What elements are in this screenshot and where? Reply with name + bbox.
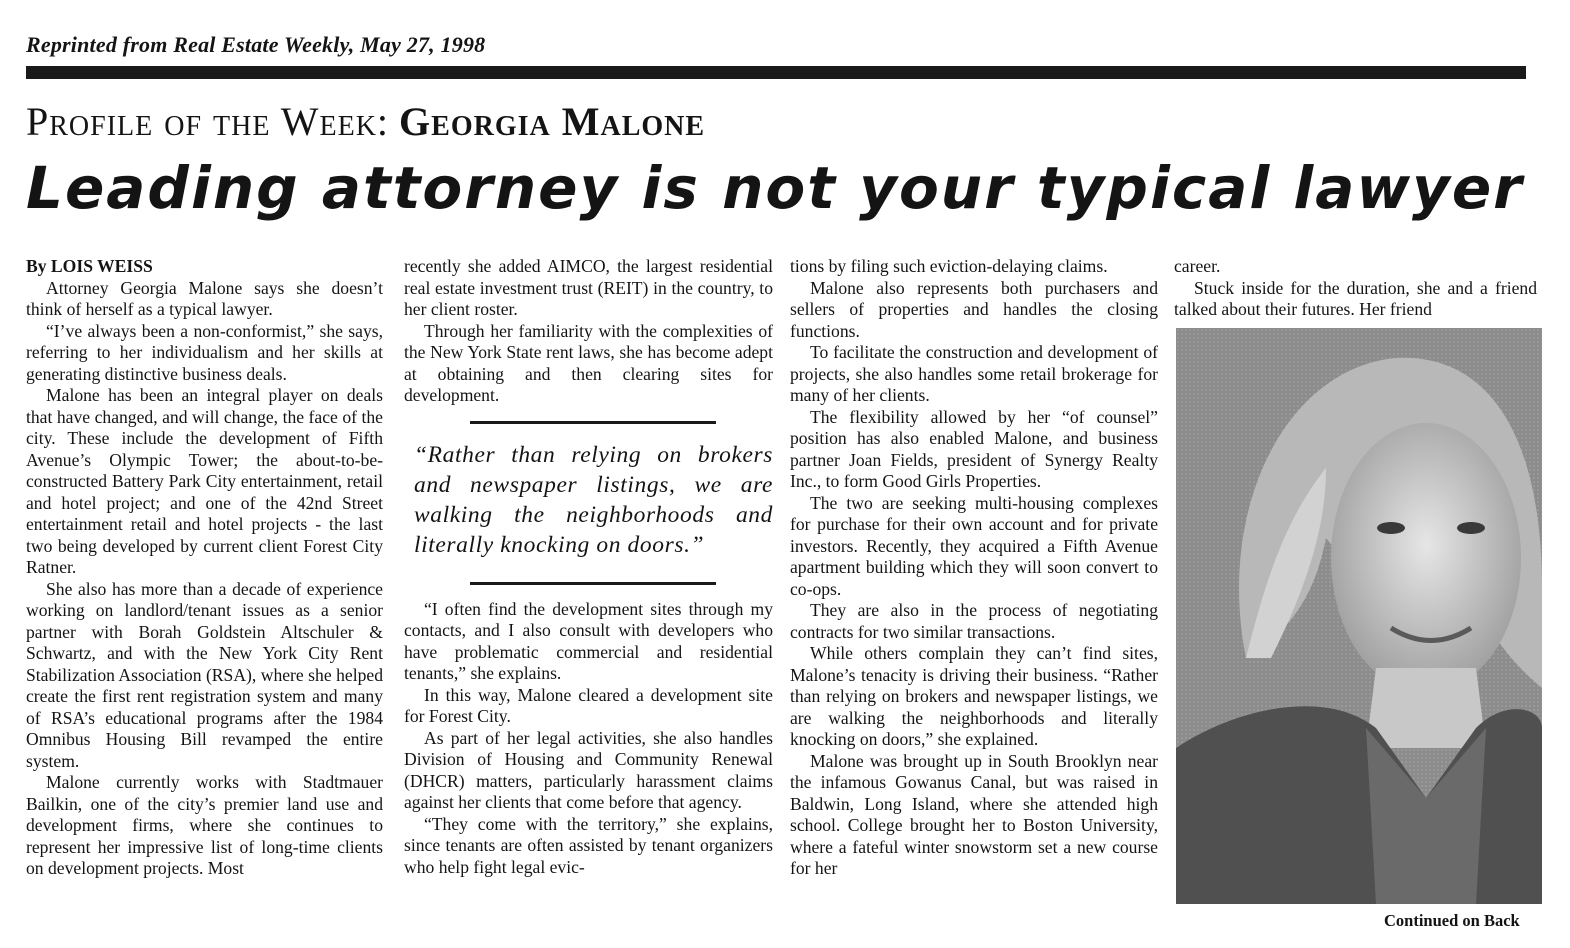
profile-kicker	[26, 98, 705, 146]
paragraph: To facilitate the construction and development of projects, she also handles some retail brokerage for many of her clients.	[790, 342, 1158, 405]
pull-quote: “Rather than relying on brokers and newspaper listings, we are walking the neighborhoods and literally knocking on doors.”	[414, 441, 773, 558]
kicker-name: Georgia Malone	[399, 99, 706, 144]
paragraph: Stuck inside for the duration, she and a friend talked about their futures. Her friend	[1174, 277, 1537, 319]
portrait-photo	[1176, 328, 1542, 904]
paragraph: While others complain they can’t find sites, Malone’s tenacity is driving their business. “Rather than relying on brokers and newspaper listings, we are walking the neighborhoods and literally knocking on doors,” she explained.	[790, 643, 1158, 749]
headline: Leading attorney is not your typical lawyer	[26, 154, 1524, 222]
paragraph: “I often find the development sites through my contacts, and I also consult with developers who have problematic commercial and residential tenants,” she explains.	[404, 598, 773, 683]
continued-on-back: Continued on Back	[1384, 911, 1520, 930]
paragraph: The flexibility allowed by her “of counsel” position has also enabled Malone, and business partner Joan Fields, president of Synergy Realty Inc., to form Good Girls Properties.	[790, 406, 1158, 491]
reprint-line: Reprinted from Real Estate Weekly, May 27, 1998	[26, 32, 486, 57]
article-column-4	[1174, 256, 1537, 326]
paragraph: As part of her legal activities, she also handles Division of Housing and Community Renewal (DHCR) matters, particularly harassment claims against her clients that come before that agency.	[404, 727, 773, 812]
header-rule	[26, 66, 1526, 79]
article-column-2	[404, 256, 773, 946]
paragraph: In this way, Malone cleared a development site for Forest City.	[404, 684, 773, 726]
paragraph: Malone also represents both purchasers and sellers of properties and handles the closing functions.	[790, 277, 1158, 341]
paragraph: tions by filing such eviction-delaying claims.	[790, 256, 1108, 276]
paragraph: “I’ve always been a non-conformist,” she says, referring to her individualism and her skills at generating distinctive business deals.	[26, 320, 383, 384]
pull-quote-rule-top	[470, 421, 716, 424]
paragraph: career.	[1174, 256, 1221, 276]
article-column-1	[26, 256, 383, 946]
pull-quote-rule-bottom	[470, 582, 716, 585]
paragraph: They are also in the process of negotiating contracts for two similar transactions.	[790, 600, 1158, 642]
paragraph: Malone currently works with Stadtmauer Bailkin, one of the city’s premier land use and development firms, where she continues to represent her impressive list of long-time clients on development projects. Most	[26, 772, 383, 878]
kicker-label: Profile of the Week:	[26, 99, 390, 144]
byline: By LOIS WEISS	[26, 256, 153, 276]
paragraph: “They come with the territory,” she explains, since tenants are often assisted by tenant organizers who help fight legal evic-	[404, 813, 773, 877]
article-column-3	[790, 256, 1158, 946]
paragraph: The two are seeking multi-housing complexes for purchase for their own account and for private investors. Recently, they acquired a Fifth Avenue apartment building which they will soon convert to co-ops.	[790, 492, 1158, 599]
paragraph: Malone has been an integral player on deals that have changed, and will change, the face of the city. These include the development of Fifth Avenue’s Olympic Tower; the about-to-be-constructed Battery Park City entertainment, retail and hotel project; and one of the 42nd Street entertainment retail and hotel projects - the last two being developed by current client Forest City Ratner.	[26, 385, 383, 577]
paragraph: recently she added AIMCO, the largest residential real estate investment trust (REIT) in the country, to her client roster.	[404, 256, 773, 319]
paragraph: Malone was brought up in South Brooklyn near the infamous Gowanus Canal, but was raised in Baldwin, Long Island, where she attended high school. College brought her to Boston University, where a fateful winter snowstorm set a new course for her	[790, 750, 1158, 878]
paragraph: Attorney Georgia Malone says she doesn’t think of herself as a typical lawyer.	[26, 277, 383, 319]
paragraph: She also has more than a decade of experience working on landlord/tenant issues as a senior partner with Borah Goldstein Altschuler & Schwartz, and with the New York City Rent Stabilization Association (RSA), where she helped create the first rent registration system and many of RSA’s educational programs after the 1984 Omnibus Housing Bill revamped the entire system.	[26, 578, 383, 771]
paragraph: Through her familiarity with the complexities of the New York State rent laws, she has become adept at obtaining and then clearing sites for development.	[404, 320, 773, 405]
